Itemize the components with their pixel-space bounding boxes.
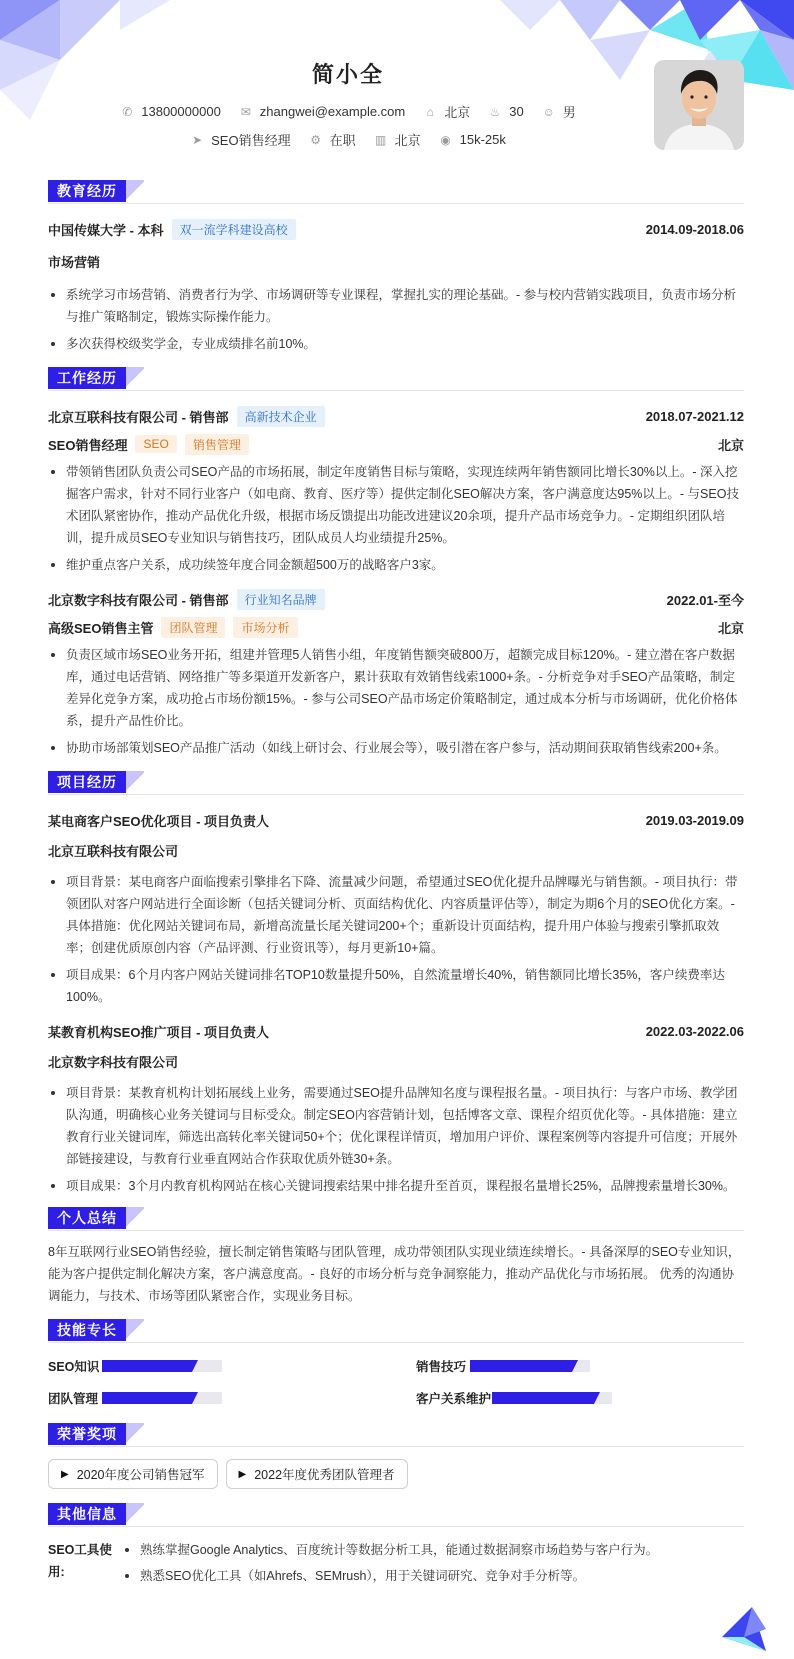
gender-text: 男 — [562, 105, 576, 120]
skill-bar — [492, 1392, 612, 1404]
location-text: 北京 — [444, 105, 471, 120]
projects-heading — [48, 771, 744, 795]
education-date: 2014.09-2018.06 — [645, 221, 744, 237]
role-tag: 市场分析 — [233, 617, 297, 638]
project-name: 某教育机构SEO推广项目 - 项目负责人 — [48, 1024, 270, 1040]
project-entry — [48, 1018, 744, 1197]
building-icon: ▥ — [374, 132, 387, 147]
education-heading — [48, 180, 744, 204]
company-tag: 行业知名品牌 — [237, 589, 325, 610]
awards-heading — [48, 1423, 744, 1447]
target-city-info — [374, 130, 421, 149]
job-intent-row — [48, 130, 648, 149]
list-item: 项目背景：某电商客户面临搜索引擎排名下降、流量减少问题，希望通过SEO优化提升品牌曝光与销售额。- 项目执行：带领团队对客户网站进行全面诊断（包括关键词分析、页面结构优化、内容质量评估等），制定为期6个月的SEO优化方案。- 具体措施：优化网站关键词布局，新增高流量长尾关键词200+个；重新设计页面结构，提升用户体验与搜索引擎抓取效率；创建优质原创内容（产品评测、行业资讯等），每月更新10+篇。 — [48, 871, 744, 959]
role-tag: 团队管理 — [161, 617, 225, 638]
project-company-row — [48, 837, 744, 863]
position-text: SEO销售经理 — [211, 133, 291, 148]
target-city-text: 北京 — [394, 133, 421, 148]
skill-name: 销售技巧 — [416, 1360, 467, 1374]
contact-row — [48, 102, 648, 121]
work-entry — [48, 586, 744, 759]
avatar — [654, 60, 744, 150]
list-item: 协助市场部策划SEO产品推广活动（如线上研讨会、行业展会等），吸引潜在客户参与，活动期间获取销售线索200+条。 — [48, 737, 744, 759]
skill-bar — [470, 1360, 590, 1372]
role-name: 高级SEO销售主管 — [48, 620, 154, 636]
skills-section — [48, 1319, 744, 1409]
school-tag: 双一流学科建设高校 — [172, 219, 296, 240]
skill-name: 团队管理 — [48, 1392, 99, 1406]
skill-bar — [102, 1360, 222, 1372]
gear-icon: ⚙ — [310, 132, 321, 147]
skill-item — [416, 1387, 744, 1409]
status-info — [309, 130, 356, 149]
list-item: 项目背景：某教育机构计划拓展线上业务，需要通过SEO提升品牌知名度与课程报名量。- 项目执行：与客户市场、教学团队沟通，明确核心业务关键词与目标受众。制定SEO内容营销计划，包括博客文章、课程介绍页优化等。- 具体措施：建立教育行业关键词库，筛选出高转化率关键词50+个；优化课程详情页，增加用户评价、课程案例等内容提升可信度；开展外部链接建设，与教育行业垂直网站合作获取优质外链30+条。 — [48, 1082, 744, 1170]
company-tag: 高新技术企业 — [237, 406, 325, 427]
user-icon: ☺ — [542, 104, 555, 119]
list-item: 带领销售团队负责公司SEO产品的市场拓展，制定年度销售目标与策略，实现连续两年销售额同比增长30%以上。- 深入挖掘客户需求，针对不同行业客户（如电商、教育、医疗等）提供定制化SEO解决方案，客户满意度达95%以上。- 与SEO技术团队紧密协作，推动产品优化升级，根据市场反馈提出功能改进建议20余项，提升产品市场竞争力。- 定期组织团队培训，提升成员SEO专业知识与销售技巧，团队成员人均业绩提升25%。 — [48, 461, 744, 549]
skill-item — [48, 1355, 376, 1377]
work-heading — [48, 367, 744, 391]
project-company: 北京互联科技有限公司 — [48, 843, 179, 859]
position-info — [190, 130, 290, 149]
education-section — [48, 180, 744, 355]
corner-decoration — [722, 1607, 766, 1651]
email-text: zhangwei@example.com — [259, 104, 406, 119]
skill-item — [416, 1355, 744, 1377]
other-heading — [48, 1503, 744, 1527]
skills-heading — [48, 1319, 744, 1343]
play-icon: ▶ — [238, 1468, 247, 1480]
company-name: 北京互联科技有限公司 - 销售部 — [48, 409, 229, 425]
skill-name: SEO知识 — [48, 1360, 100, 1374]
work-city: 北京 — [717, 437, 744, 453]
project-date: 2022.03-2022.06 — [645, 1023, 744, 1039]
skill-fill — [470, 1360, 578, 1372]
awards-section — [48, 1423, 744, 1489]
project-company-row — [48, 1048, 744, 1074]
company-name: 北京数字科技有限公司 - 销售部 — [48, 592, 229, 608]
other-content — [48, 1539, 744, 1591]
summary-section — [48, 1207, 744, 1307]
skills-title: 技能专长 — [48, 1319, 126, 1341]
award-item — [226, 1459, 408, 1489]
status-text: 在职 — [329, 133, 356, 148]
education-title: 教育经历 — [48, 180, 126, 202]
project-company: 北京数字科技有限公司 — [48, 1054, 179, 1070]
awards-title: 荣誉奖项 — [48, 1423, 126, 1445]
phone-info — [120, 104, 221, 119]
project-row — [48, 1018, 744, 1044]
resume-header — [48, 0, 744, 166]
phone-icon: ✆ — [122, 104, 133, 119]
list-item: 多次获得校级奖学金，专业成绩排名前10%。 — [48, 333, 744, 355]
project-bullets — [48, 1082, 744, 1197]
send-icon: ➤ — [192, 132, 203, 147]
company-row — [48, 403, 744, 429]
list-item: 负责区域市场SEO业务开拓，组建并管理5人销售小组，年度销售额突破800万，超额完成目标120%。- 建立潜在客户数据库，通过电话营销、网络推广等多渠道开发新客户，累计获取有效销售线索1000+条。- 分析竞争对手SEO产品策略，制定差异化竞争方案，成功抢占市场份额15%。- 参与公司SEO产品市场定价策略制定，通过成本分析与市场调研，优化价格体系，提升产品性价比。 — [48, 644, 744, 732]
list-item: 项目成果：3个月内教育机构网站在核心关键词搜索结果中排名提升至首页，课程报名量增长25%，品牌搜索量增长30%。 — [48, 1175, 744, 1197]
home-icon: ⌂ — [426, 104, 434, 119]
avatar-image — [654, 60, 744, 150]
age-text: 30 — [509, 104, 524, 119]
skill-item — [48, 1387, 376, 1409]
skill-fill — [102, 1392, 198, 1404]
education-entry — [48, 216, 744, 355]
skill-fill — [492, 1392, 600, 1404]
role-tag: 销售管理 — [185, 434, 249, 455]
role-row — [48, 431, 744, 457]
play-icon: ▶ — [61, 1468, 69, 1480]
list-item: 维护重点客户关系，成功续签年度合同金额超500万的战略客户3家。 — [48, 554, 744, 576]
award-text: 2022年度优秀团队管理者 — [254, 1468, 395, 1482]
other-section — [48, 1503, 744, 1591]
work-date: 2018.07-2021.12 — [645, 408, 744, 424]
phone-text: 13800000000 — [141, 104, 221, 119]
project-name: 某电商客户SEO优化项目 - 项目负责人 — [48, 813, 270, 829]
work-section — [48, 367, 744, 759]
work-date: 2022.01-至今 — [666, 592, 744, 608]
list-item: 系统学习市场营销、消费者行为学、市场调研等专业课程，掌握扎实的理论基础。- 参与校内营销实践项目，负责市场分析与推广策略制定，锻炼实际操作能力。 — [48, 284, 744, 328]
award-text: 2020年度公司销售冠军 — [76, 1468, 205, 1482]
awards-list — [48, 1459, 744, 1489]
project-bullets — [48, 871, 744, 1008]
work-entry — [48, 403, 744, 576]
summary-heading — [48, 1207, 744, 1231]
major-row — [48, 248, 744, 274]
age-info — [488, 104, 523, 119]
coin-icon: ◉ — [440, 132, 451, 147]
school-name: 中国传媒大学 - 本科 — [48, 222, 164, 238]
major-name: 市场营销 — [48, 254, 101, 270]
skill-bar — [102, 1392, 222, 1404]
project-date: 2019.03-2019.09 — [645, 812, 744, 828]
projects-title: 项目经历 — [48, 771, 126, 793]
salary-info — [439, 132, 506, 147]
work-bullets — [48, 461, 744, 576]
resume-page — [48, 0, 744, 1591]
location-info — [423, 102, 470, 121]
mail-icon: ✉ — [240, 104, 251, 119]
education-bullets — [48, 284, 744, 355]
project-entry — [48, 807, 744, 1008]
company-row — [48, 586, 744, 612]
other-bullets — [122, 1539, 658, 1591]
work-city: 北京 — [717, 620, 744, 636]
work-bullets — [48, 644, 744, 759]
work-title: 工作经历 — [48, 367, 126, 389]
award-item — [48, 1459, 218, 1489]
cake-icon: ♨ — [489, 104, 501, 119]
list-item: 熟练掌握Google Analytics、百度统计等数据分析工具，能通过数据洞察市场趋势与客户行为。 — [122, 1539, 658, 1561]
summary-title: 个人总结 — [48, 1207, 126, 1229]
projects-section — [48, 771, 744, 1197]
list-item: 熟悉SEO优化工具（如Ahrefs、SEMrush），用于关键词研究、竞争对手分析等。 — [122, 1565, 658, 1587]
candidate-name: 简小全 — [311, 62, 384, 87]
role-row — [48, 614, 744, 640]
skill-name: 客户关系维护 — [416, 1392, 492, 1406]
role-tag: SEO — [135, 435, 176, 453]
skills-grid — [48, 1355, 744, 1409]
skill-fill — [102, 1360, 198, 1372]
gender-info — [542, 102, 576, 121]
other-label: SEO工具使用: — [48, 1543, 112, 1579]
salary-text: 15k-25k — [459, 132, 506, 147]
email-info — [239, 104, 405, 119]
role-name: SEO销售经理 — [48, 437, 128, 453]
other-title: 其他信息 — [48, 1503, 126, 1525]
project-row — [48, 807, 744, 833]
summary-text: 8年互联网行业SEO销售经验，擅长制定销售策略与团队管理，成功带领团队实现业绩连续增长。- 具备深厚的SEO专业知识，能为客户提供定制化解决方案，客户满意度高。- 良好的市场分析与竞争洞察能力，推动产品优化与市场拓展。 优秀的沟通协调能力，与技术、市场等团队紧密合作，实现业务目标。 — [48, 1245, 741, 1303]
education-row — [48, 216, 744, 242]
list-item: 项目成果：6个月内客户网站关键词排名TOP10数量提升50%，自然流量增长40%，销售额同比增长35%，客户续费率达100%。 — [48, 964, 744, 1008]
